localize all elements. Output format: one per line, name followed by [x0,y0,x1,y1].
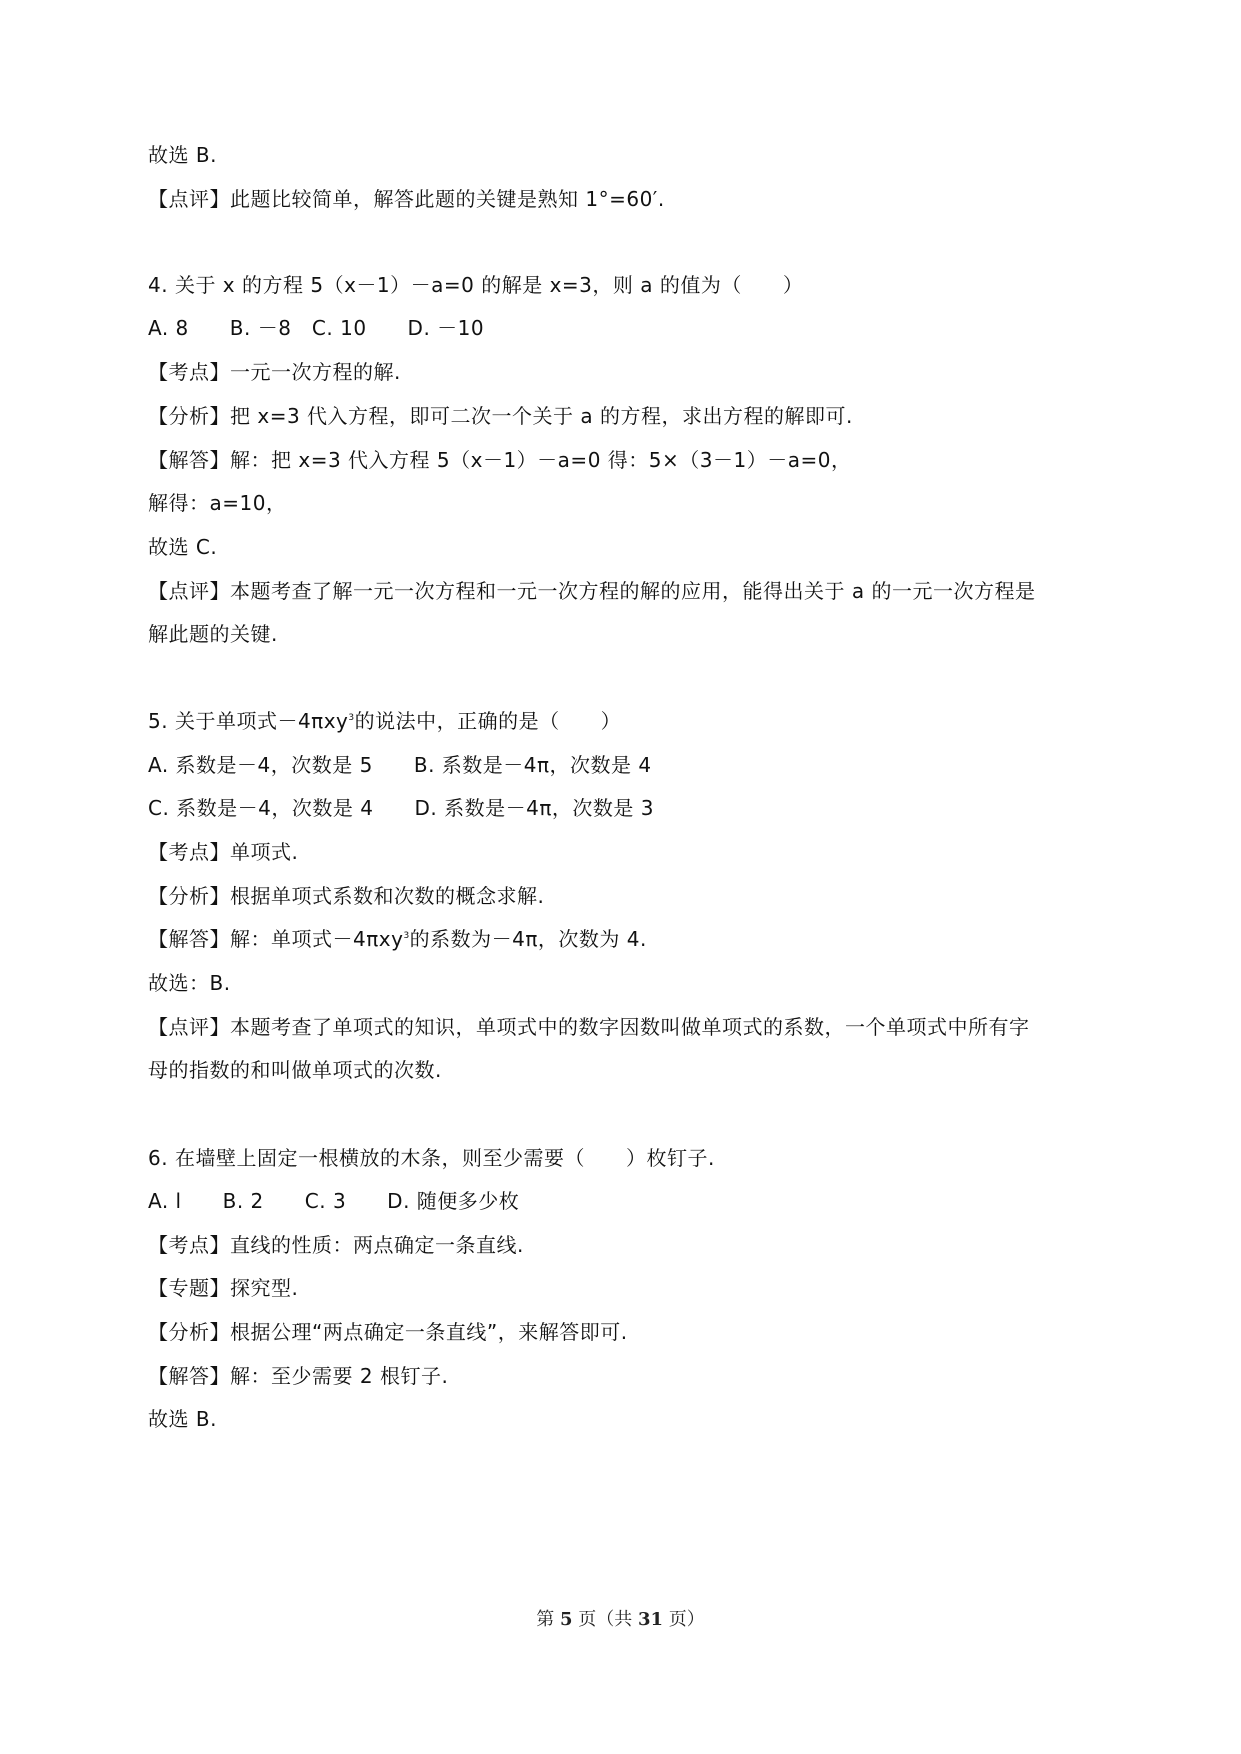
question-5-dianping: 【点评】本题考查了单项式的知识，单项式中的数字因数叫做单项式的系数，一个单项式中所有字 [148,1015,1030,1039]
page-footer: 第 5 页（共 31 页） [536,1609,705,1630]
question-6-answer: 故选 B. [148,1407,217,1431]
question-5-stem: 5. 关于单项式－4πxy$^3$的说法中，正确的是（ ） [148,709,622,733]
question-5-jieda: 【解答】解：单项式－4πxy$^3$的系数为－4π，次数为 4. [148,927,647,951]
question-4-fenxi: 【分析】把 x=3 代入方程，即可二次一个关于 a 的方程，求出方程的解即可. [148,404,853,428]
question-4-kaodian: 【考点】一元一次方程的解. [148,360,401,384]
question-5-fenxi: 【分析】根据单项式系数和次数的概念求解. [148,884,545,908]
comment-line: 【点评】此题比较简单，解答此题的关键是熟知 1°=60′. [148,187,665,211]
question-5-options-ab: A. 系数是－4，次数是 5 B. 系数是－4π，次数是 4 [148,753,652,777]
text-line: 故选 B. [148,143,217,167]
question-4-options: A. 8 B. －8 C. 10 D. －10 [148,316,485,340]
question-5-kaodian: 【考点】单项式. [148,840,299,864]
total-pages: 31 [637,1609,664,1630]
question-4-dianping: 【点评】本题考查了解一元一次方程和一元一次方程的解的应用，能得出关于 a 的一元一次方程是 [148,579,1036,603]
question-4-stem: 4. 关于 x 的方程 5（x－1）－a=0 的解是 x=3，则 a 的值为（ ） [148,273,804,297]
question-4-jieda: 【解答】解：把 x=3 代入方程 5（x－1）－a=0 得：5×（3－1）－a=0， [148,448,852,472]
question-6-options: A. l B. 2 C. 3 D. 随便多少枚 [148,1189,520,1213]
question-4-jiede: 解得：a=10， [148,491,287,515]
question-6-zhuanti: 【专题】探究型. [148,1276,299,1300]
question-6-stem: 6. 在墙壁上固定一根横放的木条，则至少需要（ ）枚钉子. [148,1146,715,1170]
question-5-dianping-cont: 母的指数的和叫做单项式的次数. [148,1058,442,1082]
question-4-answer: 故选 C. [148,535,218,559]
current-page-number: 5 [559,1609,573,1630]
question-5-options-cd: C. 系数是－4，次数是 4 D. 系数是－4π，次数是 3 [148,796,654,820]
question-6-kaodian: 【考点】直线的性质：两点确定一条直线. [148,1233,524,1257]
question-6-jieda: 【解答】解：至少需要 2 根钉子. [148,1364,449,1388]
question-6-fenxi: 【分析】根据公理“两点确定一条直线”，来解答即可. [148,1320,628,1344]
question-4-dianping-cont: 解此题的关键. [148,622,278,646]
question-5-answer: 故选：B. [148,971,231,995]
